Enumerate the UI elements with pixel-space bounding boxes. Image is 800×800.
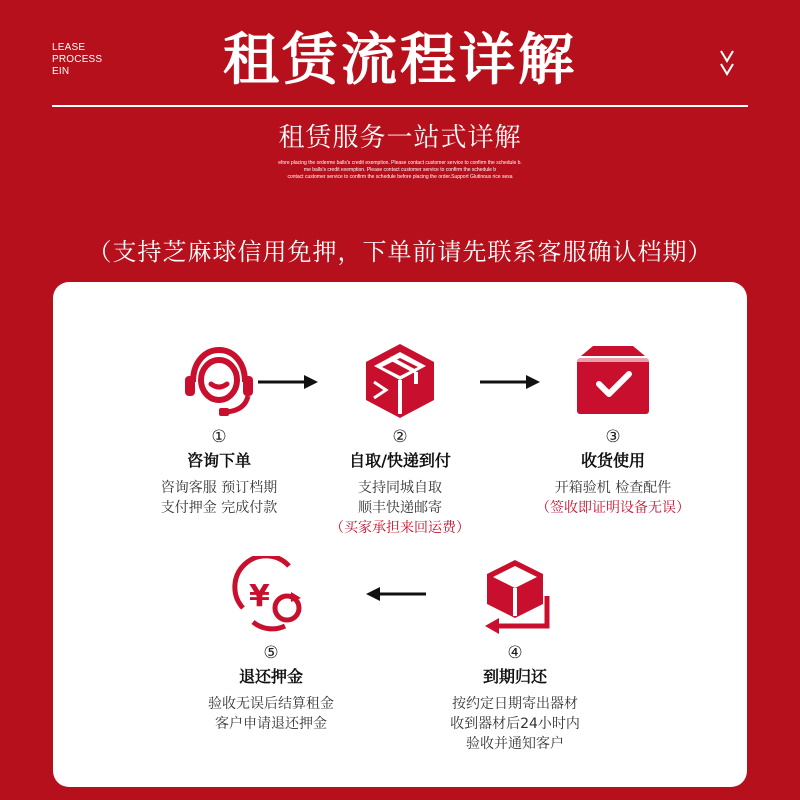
headset-icon [179, 340, 259, 420]
desc-line: 咨询客服 预订档期 [160, 480, 278, 496]
step-3 [503, 340, 723, 518]
step-number: ② [392, 427, 408, 447]
chevron-down-icon [718, 48, 736, 78]
desc-line: 开箱验机 检查配件 [554, 480, 672, 496]
fine-print-line: contact customer service to confirm the schedule before placing the order.Support Glutinous rice sesa [287, 174, 513, 180]
step-2 [290, 340, 510, 538]
subtitle: 租赁服务一站式详解 [278, 123, 522, 153]
step-title: 收货使用 [580, 451, 645, 470]
step-description [405, 694, 625, 754]
step-title: 咨询下单 [186, 451, 251, 470]
desc-line: 收到器材后24小时内 [450, 716, 580, 732]
page-title: 租赁流程详解 [223, 28, 577, 93]
step-4 [405, 556, 625, 754]
step-title: 到期归还 [482, 667, 547, 686]
desc-line: 支持同城自取 [358, 480, 442, 496]
step-title: 退还押金 [238, 667, 303, 686]
step-title: 自取/快递到付 [349, 451, 451, 470]
fine-print-line: efore placing the orderme balls's credit exemption. Please contact customer service to confirm the schedule b. [278, 160, 522, 166]
svg-text:¥: ¥ [249, 579, 270, 614]
step-description [503, 478, 723, 498]
desc-line: 顺丰快递邮寄 [358, 500, 442, 516]
desc-line: 验收并通知客户 [466, 736, 564, 752]
step-number: ③ [605, 427, 621, 447]
title-divider [52, 105, 748, 107]
step-note: （买家承担来回运费） [330, 520, 470, 536]
step-note: （签收即证明设备无误） [536, 500, 690, 516]
process-card [53, 282, 747, 787]
step-5 [161, 556, 381, 734]
step-description [290, 478, 510, 518]
step-number: ④ [507, 643, 523, 663]
lease-process-label: LEASE PROCESS EIN [52, 42, 103, 77]
return-box-icon [475, 556, 555, 636]
package-box-icon [360, 340, 440, 420]
step-number: ① [211, 427, 227, 447]
fine-print-line: me balls's credit exemption. Please contact customer service to confirm the schedule b [303, 167, 497, 173]
desc-line: 支付押金 完成付款 [160, 500, 278, 516]
fine-print [200, 160, 600, 181]
desc-line: 验收无误后结算租金 [208, 696, 334, 712]
notice-text: （支持芝麻球信用免押，下单前请先联系客服确认档期） [87, 238, 713, 266]
step-number: ⑤ [263, 643, 279, 663]
desc-line: 客户申请退还押金 [215, 716, 327, 732]
desc-line: 按约定日期寄出器材 [452, 696, 578, 712]
check-box-icon [573, 340, 653, 420]
step-description [161, 694, 381, 734]
yuan-refund-icon [231, 556, 311, 636]
